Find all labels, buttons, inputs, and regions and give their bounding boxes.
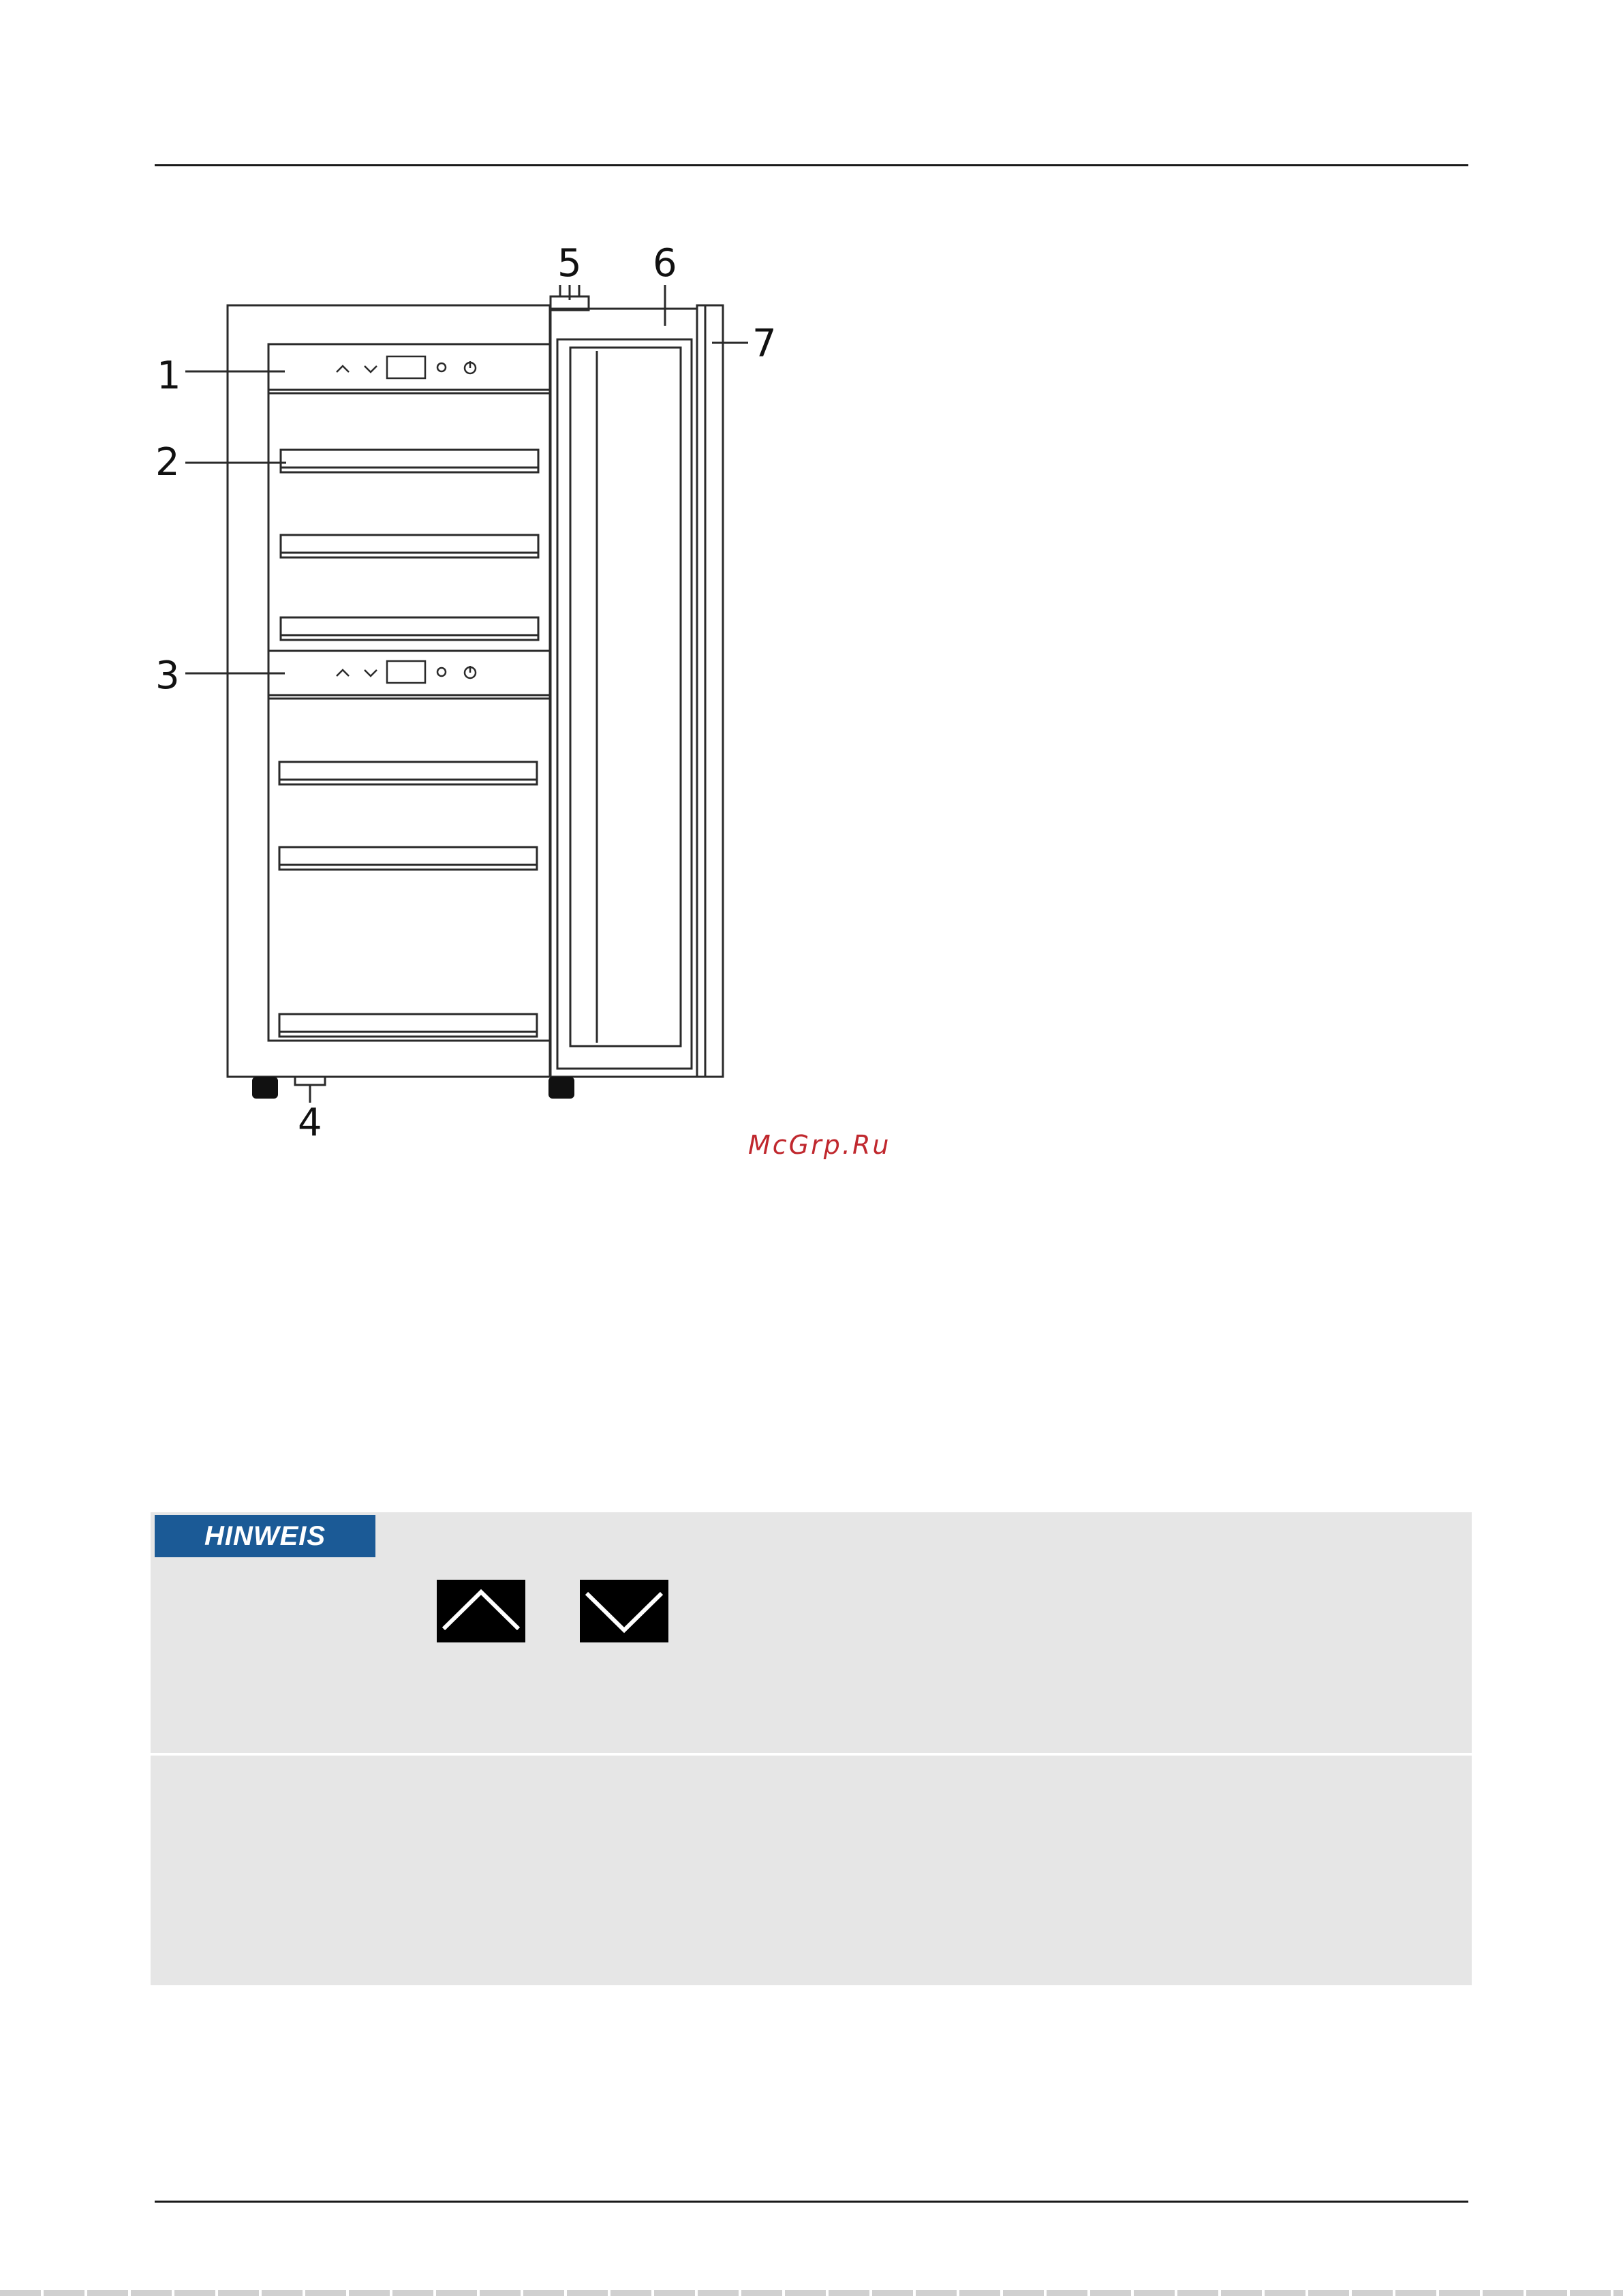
callout-5: 5: [557, 241, 582, 286]
chevron-down-icon: [365, 366, 377, 372]
chevron-down-icon: [365, 670, 377, 676]
callout-4: 4: [298, 1101, 322, 1145]
light-icon: [437, 668, 446, 676]
callout-3: 3: [155, 654, 180, 698]
chevron-up-icon: [337, 670, 349, 676]
control-panel-lower: [268, 651, 550, 699]
adjustable-foot: [295, 1077, 325, 1085]
callout-1: 1: [157, 354, 181, 398]
up-arrow-key-icon: [437, 1580, 525, 1642]
display-window: [387, 356, 425, 378]
watermark: McGrp.Ru: [748, 1130, 891, 1160]
chevron-up-icon: [337, 366, 349, 372]
door-frame: [551, 309, 697, 1077]
side-panel: [697, 305, 723, 1077]
foot: [548, 1077, 574, 1099]
shelf: [281, 617, 538, 640]
notice-badge: HINWEIS: [155, 1515, 375, 1557]
cabinet-inner: [268, 344, 550, 1041]
foot: [252, 1077, 278, 1099]
control-panel-upper: [268, 344, 550, 393]
door-gasket: [557, 339, 692, 1069]
down-arrow-key-icon: [580, 1580, 668, 1642]
light-icon: [437, 363, 446, 371]
footer-rule: [155, 2201, 1468, 2203]
door-glass: [570, 348, 681, 1046]
shelf: [281, 535, 538, 557]
cabinet-body: [228, 305, 550, 1077]
shelf: [279, 1014, 537, 1037]
shelf: [281, 450, 538, 472]
shelf: [279, 762, 537, 784]
page-edge-strip: [0, 2290, 1623, 2296]
callout-2: 2: [155, 440, 180, 485]
display-window: [387, 661, 425, 683]
callout-6: 6: [653, 241, 677, 286]
callout-7: 7: [752, 322, 777, 366]
notice-box-lower: [151, 1756, 1472, 1985]
shelf: [279, 847, 537, 870]
